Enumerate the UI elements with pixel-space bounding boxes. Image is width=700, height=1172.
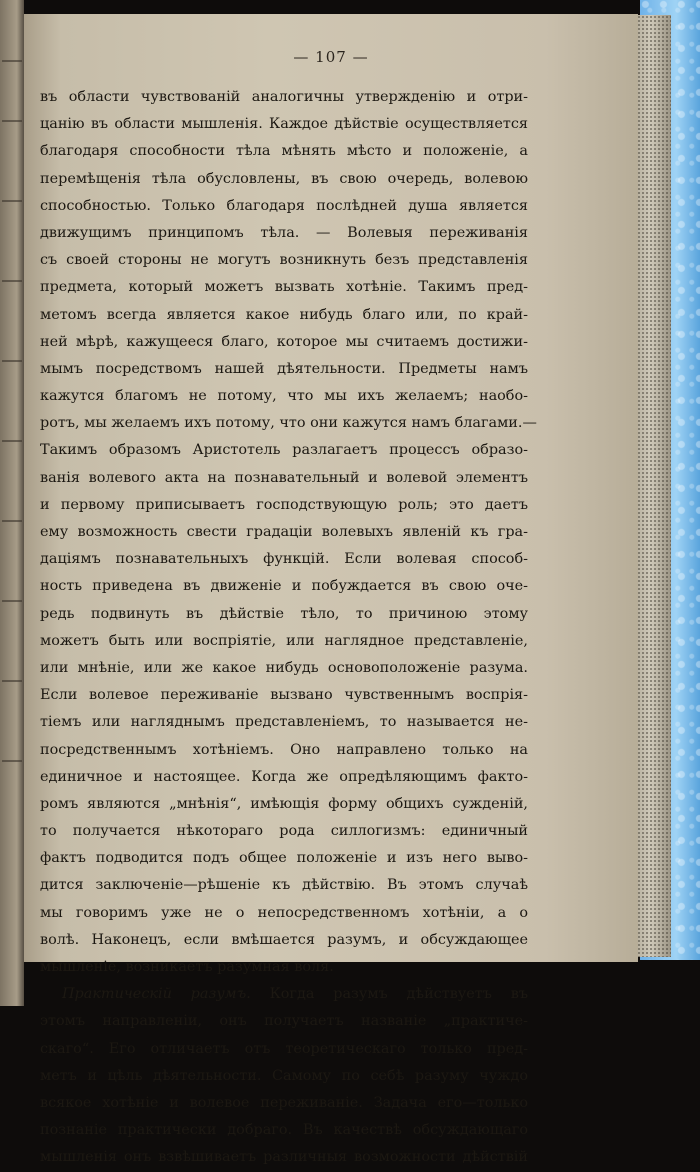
text-line: познаніе практически добраго. Въ качествѣ обсуждающаго <box>40 1122 528 1139</box>
text-line: мышленіе, возникаетъ разумная воля. <box>40 959 334 975</box>
text-line: съ своей стороны не могутъ возникнуть безъ представленія <box>40 252 528 269</box>
page-edge-stack <box>636 15 671 957</box>
text-line: волѣ. Наконецъ, если вмѣшается разумъ, и обсуждающее <box>40 931 528 948</box>
text-line: метъ и цѣль дѣятельности. Самому по себѣ разуму чуждо <box>40 1067 528 1084</box>
heading-continuation: Когда разумъ дѣйствуетъ въ <box>269 986 528 1003</box>
text-line: въ области чувствованій аналогичны утвержденію и отри- <box>40 89 528 105</box>
text-line: ней мѣрѣ, кажущееся благо, которое мы считаемъ достижи- <box>40 333 528 350</box>
text-line: перемѣщенія тѣла обусловлены, въ свою очередь, волевою <box>40 170 528 187</box>
page-number: — 107 — <box>293 48 369 66</box>
text-line: ромъ являются „мнѣнія“, имѣющія форму общихъ сужденій, <box>40 795 528 812</box>
text-line: и первому приписываетъ господствующую роль; это даетъ <box>40 496 528 513</box>
text-line: или мнѣніе, или же какое нибудь основоположеніе разума. <box>40 659 528 676</box>
text-line: метомъ всегда является какое нибудь благо или, по край- <box>40 306 528 323</box>
text-line: мышленія онъ взвѣшиваетъ различныя возможности дѣйствій <box>40 1149 528 1166</box>
text-line: ротъ, мы желаемъ ихъ потому, что они кажутся намъ благами.— <box>40 415 537 432</box>
text-line: цанію въ области мышленія. Каждое дѣйствіе осуществляется <box>40 116 528 133</box>
text-line: ему возможность свести градаціи волевыхъ явленій къ гра- <box>40 524 528 540</box>
text-line: Если волевое переживаніе вызвано чувственнымъ воспрія- <box>40 687 528 704</box>
book-page <box>24 14 638 1166</box>
text-line: всякое хотѣніе и волевое переживаніе. Задача его—только <box>40 1094 528 1111</box>
text-line: способностью. Только благодаря послѣдней душа является <box>40 197 528 214</box>
text-line: посредственнымъ хотѣніемъ. Оно направлено только на <box>40 741 528 758</box>
text-line: скаго“. Его отличаетъ отъ теоретическаго только пред- <box>40 1040 528 1057</box>
text-line: движущимъ принципомъ тѣла. — Волевыя переживанія <box>40 224 528 241</box>
text-line: этомъ направленіи, онъ получаетъ названіе „практиче- <box>40 1013 528 1030</box>
text-line: тіемъ или нагляднымъ представленіемъ, то называется не- <box>40 714 528 731</box>
text-line: благодаря способности тѣла мѣнять мѣсто и положеніе, а <box>40 143 528 160</box>
text-line: единичное и настоящее. Когда же опредѣляющимъ факто- <box>40 768 528 785</box>
text-line: дится заключеніе—рѣшеніе къ дѣйствію. Въ этомъ случаѣ <box>40 877 528 894</box>
body-text <box>40 84 537 1172</box>
text-line: мы говоримъ уже не о непосредственномъ хотѣніи, а о <box>40 904 528 921</box>
text-line: предмета, который можетъ вызвать хотѣніе. Такимъ пред- <box>40 279 528 296</box>
text-line: ность приведена въ движеніе и побуждается въ свою оче- <box>40 578 528 595</box>
text-line: редь подвинуть въ дѣйствіе тѣло, то причиною этому <box>40 605 528 622</box>
text-line: фактъ подводится подъ общее положеніе и изъ него выво- <box>40 850 528 867</box>
text-line: даціямъ познавательныхъ функцій. Если волевая способ- <box>40 551 528 568</box>
italic-heading: Практическій разумъ. <box>62 986 251 1003</box>
left-page-edge <box>0 0 24 1006</box>
text-line: мымъ посредствомъ нашей дѣятельности. Предметы намъ <box>40 360 528 377</box>
text-line-heading <box>40 981 528 1008</box>
text-line: кажутся благомъ не потому, что мы ихъ желаемъ; наобо- <box>40 388 528 405</box>
text-line: можетъ быть или воспріятіе, или наглядное представленіе, <box>40 632 528 649</box>
text-line: ванія волевого акта на познавательный и волевой элементъ <box>40 469 528 486</box>
text-line: то получается нѣкотораго рода силлогизмъ: единичный <box>40 823 528 840</box>
text-line: Такимъ образомъ Аристотель разлагаетъ процессъ образо- <box>40 442 528 459</box>
